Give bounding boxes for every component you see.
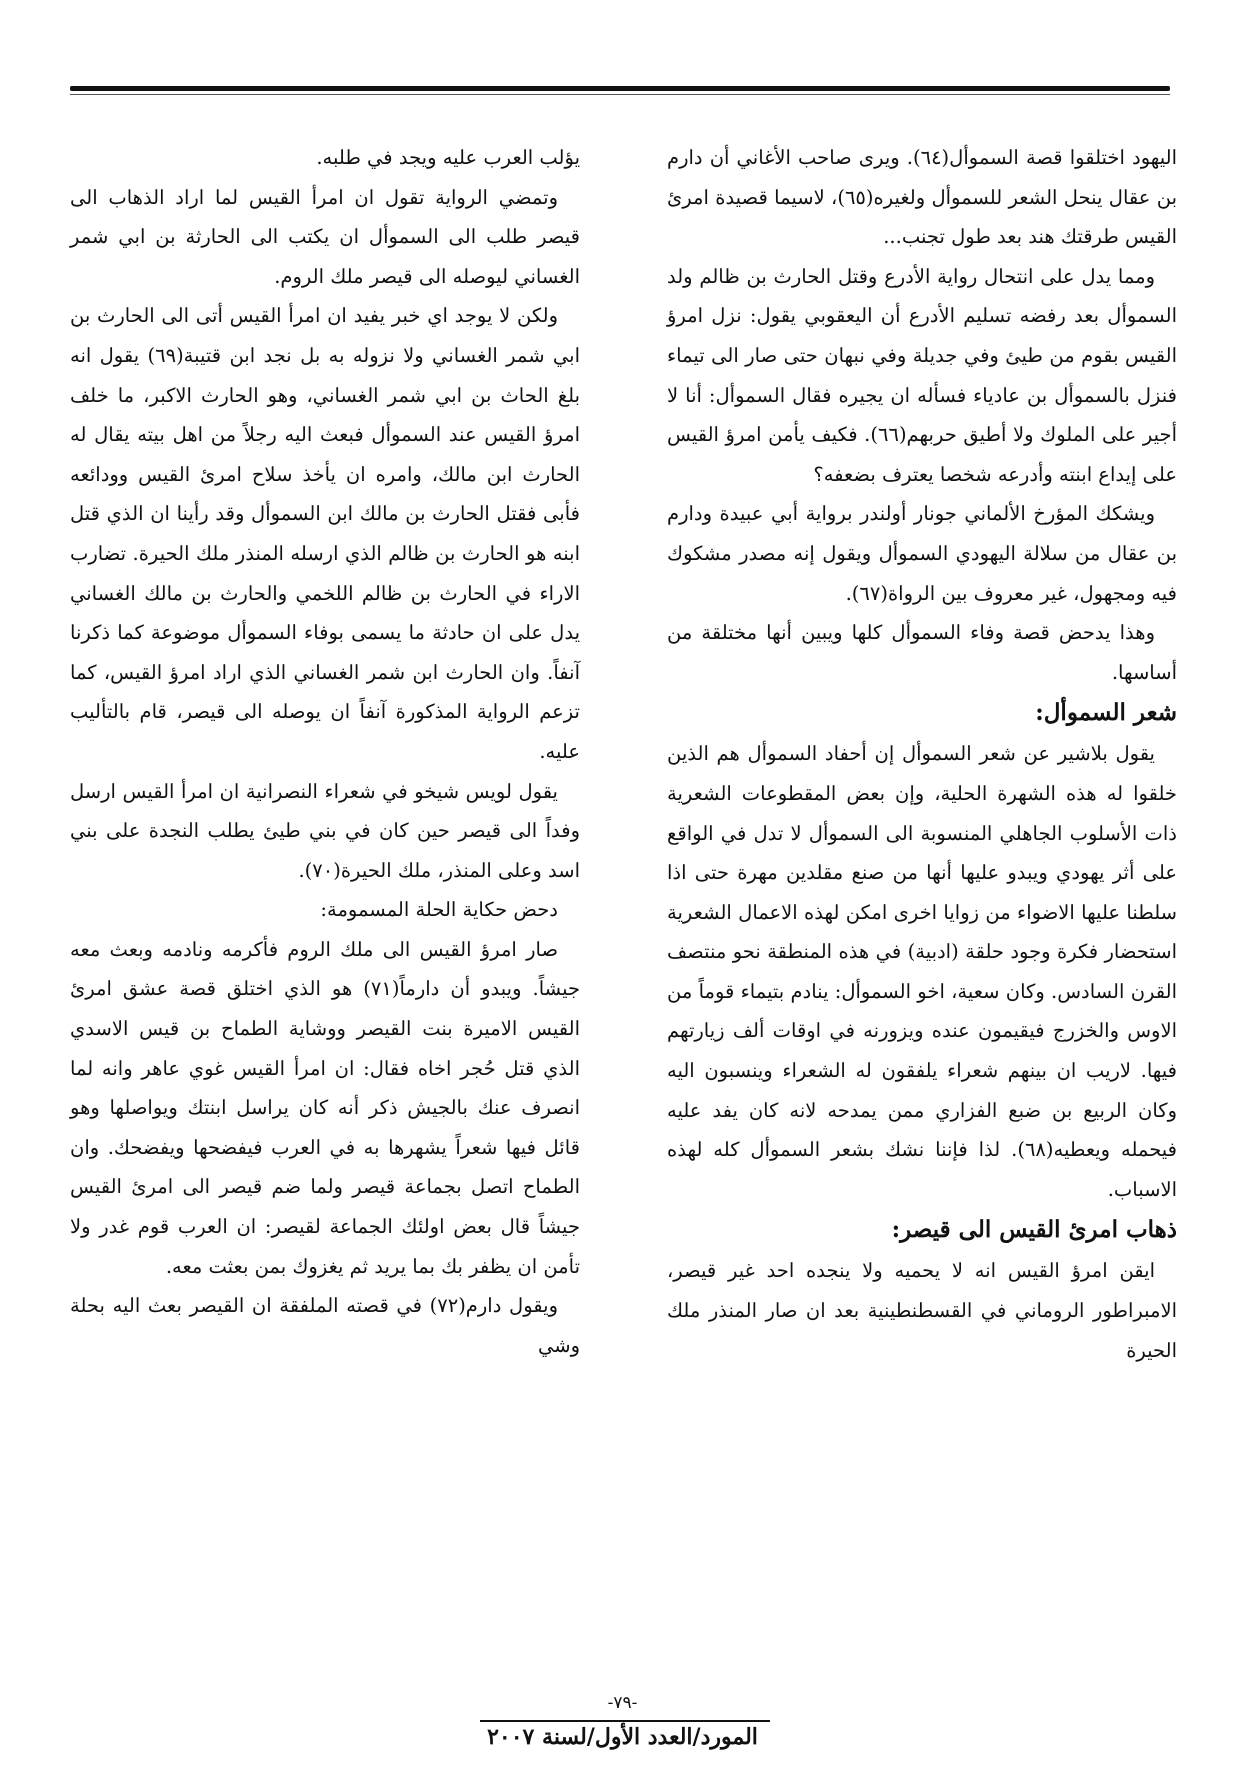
left-paragraph-6: صار امرؤ القيس الى ملك الروم فأكرمه ونادمه وبعث معه جيشاً. ويبدو أن دارماً(٧١) هو الذي اختلق قصة عشق امرئ القيس الاميرة بنت القيصر ووشاية الطماح بن قيس الاسدي الذي قتل حُجر اخاه فقال: ان امرأ القيس غوي عاهر وانه لما انصرف عنك بالجيش ذكر أنه كان يراسل ابنتك ويواصلها وهو قائل فيها شعراً يشهرها به في العرب فيفضحها ويفضحك. وان الطماح اتصل بجماعة قيصر ولما ضم قيصر الى امرئ القيس جيشاً قال بعض اولئك الجماعة لقيصر: ان العرب قوم غدر ولا تأمن ان يظفر بك بما يريد ثم يغزوك بمن بعثت معه. — [70, 937, 581, 1278]
left-paragraph-4: يقول لويس شيخو في شعراء النصرانية ان امرأ القيس ارسل وفداً الى قيصر حين كان في بني طيئ يطلب النجدة على بني اسد وعلى المنذر، ملك الحيرة(٧٠). — [70, 779, 580, 882]
left-paragraph-7: ويقول دارم(٧٢) في قصته الملفقة ان القيصر بعث اليه بحلة وشي — [70, 1294, 580, 1357]
section-heading-journey: ذهاب امرئ القيس الى قيصر: — [891, 1216, 1177, 1244]
right-paragraph-4: وهذا يدحض قصة وفاء السموأل كلها ويبين أنها مختلقة من أساسها. — [667, 621, 1177, 684]
left-paragraph-1: يؤلب العرب عليه ويجد في طلبه. — [316, 146, 580, 169]
left-paragraph-3: ولكن لا يوجد اي خبر يفيد ان امرأ القيس أتى الى الحارث بن ابي شمر الغساني ولا نزوله به بل نجد ابن قتيبة(٦٩) يقول انه بلغ الحاث بن ابي شمر الغساني، وهو الحارث الاكبر، ما خلف امرؤ القيس عند السموأل فبعث اليه رجلاً من اهل بيته يقال له الحارث ابن مالك، وامره ان يأخذ سلاح امرئ القيس وودائعه فأبى فقتل الحارث بن مالك ابن السموأل وقد رأينا ان الذي قتل ابنه هو الحارث بن ظالم الذي ارسله المنذر ملك الحيرة. تضارب الاراء في الحارث بن ظالم اللخمي والحارث بن مالك الغساني يدل على ان حادثة ما يسمى بوفاء السموأل موضوعة كما ذكرنا آنفاً. وان الحارث ابن شمر الغساني الذي اراد امرؤ القيس، كما تزعم الرواية المذكورة آنفاً ان يوصله الى قيصر، قام بالتأليب عليه. — [70, 304, 580, 763]
left-paragraph-2: وتمضي الرواية تقول ان امرأ القيس لما اراد الذهاب الى قيصر طلب الى السموأل ان يكتب الى الحارثة بن ابي شمر الغساني ليوصله الى قيصر ملك الروم. — [70, 185, 580, 288]
top-rule — [70, 86, 1170, 91]
right-paragraph-5: يقول بلاشير عن شعر السموأل إن أحفاد السموأل هم الذين خلقوا له هذه الشهرة الحلية، وإن بعض المقطوعات الشعرية ذات الأسلوب الجاهلي المنسوبة الى السموأل لا تدل في الواقع على أثر يهودي ويبدو عليها أنها من صنع مقلدين مهرة حتى اذا سلطنا عليها الاضواء من زوايا اخرى امكن لهذه الاعمال الشعرية استحضار فكرة وجود حلقة (ادبية) في هذه المنطقة نحو منتصف القرن السادس. وكان سعية، اخو السموأل: ينادم بتيماء قوماً من الاوس والخزرج فيقيمون عنده ويزورنه في اوقات ألف زيارتهم فيها. لاريب ان بينهم شعراء يلفقون له الشعراء وينسبون اليه وكان الربيع بن ضبع الفزاري ممن يمدحه لانه كان يفد عليه فيحمله ويعطيه(٦٨). لذا فإننا نشك بشعر السموأل كله لهذه الاسباب. — [667, 742, 1177, 1201]
right-paragraph-2: ومما يدل على انتحال رواية الأدرع وقتل الحارث بن ظالم ولد السموأل بعد رفضه تسليم الأدرع أن اليعقوبي يقول: نزل امرؤ القيس بقوم من طيئ وفي جديلة وفي نبهان حتى صار الى تيماء فنزل بالسموأل بن عادياء فسأله ان يجيره فقال السموأل: أنا لا أجير على الملوك ولا أطيق حربهم(٦٦). فكيف يأمن امرؤ القيس على إيداع ابنته وأدرعه شخصا يعترف بضعفه؟ — [667, 264, 1177, 486]
top-rule-thin — [70, 94, 1170, 95]
page-number: -٧٩- — [607, 1693, 638, 1713]
right-paragraph-1: اليهود اختلقوا قصة السموأل(٦٤). ويرى صاحب الأغاني أن دارم بن عقال ينحل الشعر للسموأل ولغيره(٦٥)، لاسيما قصيدة امرئ القيس طرقتك هند بعد طول تجنب... — [667, 146, 1178, 249]
right-column — [667, 138, 1177, 1370]
right-paragraph-3: ويشكك المؤرخ الألماني جونار أولندر برواية أبي عبيدة ودارم بن عقال من سلالة اليهودي السموأل ويقول إنه مصدر مشكوك فيه ومجهول، غير معروف بين الرواة(٦٧). — [667, 502, 1177, 605]
footer-rule — [480, 1720, 770, 1722]
section-heading-poetry: شعر السموأل: — [1035, 699, 1177, 727]
left-subheading-poisoned-robe: دحض حكاية الحلة المسمومة: — [320, 898, 558, 922]
left-column — [70, 138, 580, 1365]
right-paragraph-6: ايقن امرؤ القيس انه لا يحميه ولا ينجده احد غير قيصر، الامبراطور الروماني في القسطنطينية بعد ان صار المنذر ملك الحيرة — [667, 1259, 1177, 1362]
journal-footer: المورد/العدد الأول/لسنة ٢٠٠٧ — [487, 1724, 758, 1750]
